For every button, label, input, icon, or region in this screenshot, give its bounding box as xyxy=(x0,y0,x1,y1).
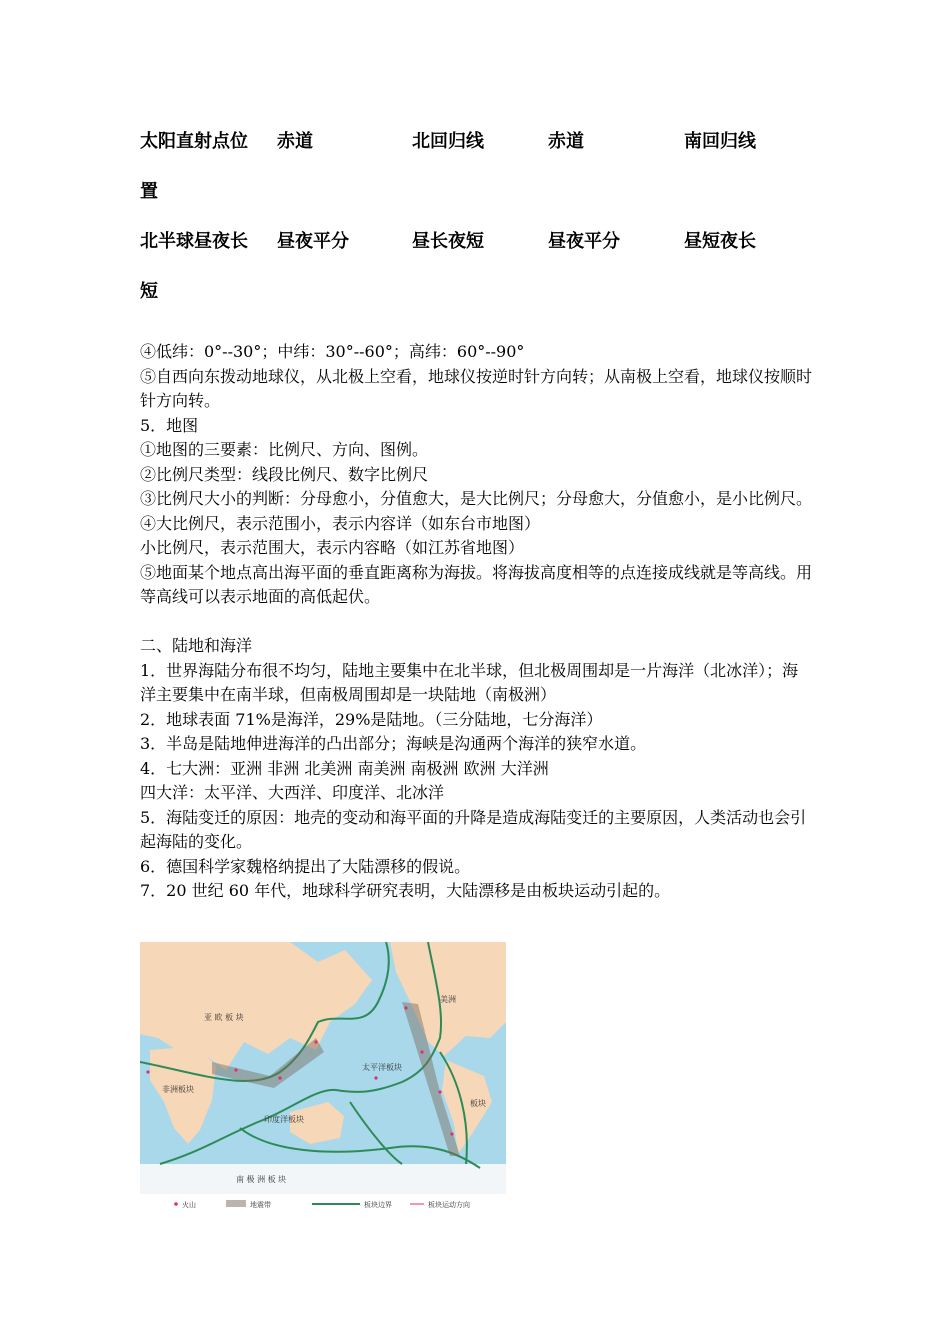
paragraph: ③比例尺大小的判断：分母愈小，分值愈大，是大比例尺；分母愈大，分值愈小，是小比例尺。 xyxy=(140,489,813,508)
paragraph: 4．七大洲：亚洲 非洲 北美洲 南美洲 南极洲 欧洲 大洋洲 xyxy=(140,758,549,778)
section-heading: 二、陆地和海洋 xyxy=(140,636,253,655)
cell-equal-2: 昼夜平分 xyxy=(548,231,620,252)
label-pacific: 太平洋板块 xyxy=(362,1063,402,1072)
quake-legend-icon xyxy=(226,1200,246,1207)
cell-long-day: 昼长夜短 xyxy=(412,231,484,252)
volcano-legend-icon xyxy=(174,1202,178,1206)
row-label-direct-point-cont: 置 xyxy=(140,181,158,202)
plate-tectonics-map xyxy=(140,942,506,1212)
legend-motion: 板块运动方向 xyxy=(428,1201,470,1209)
paragraph: 2．地球表面 71%是海洋，29%是陆地。（三分陆地，七分海洋） xyxy=(140,709,603,729)
cell-equator-2: 赤道 xyxy=(548,131,584,152)
cell-short-day: 昼短夜长 xyxy=(684,231,756,252)
label-eurasia: 亚 欧 板 块 xyxy=(204,1013,244,1022)
label-america: 美洲 xyxy=(440,995,456,1004)
row-label-day-night-cont: 短 xyxy=(140,281,158,302)
paragraph: 1．世界海陆分布很不均匀，陆地主要集中在北半球，但北极周围却是一片海洋（北冰洋）；海洋主要集中在南半球，但南极周围却是一块陆地（南极洲） xyxy=(140,660,799,704)
notes-body xyxy=(140,340,812,904)
paragraph: ⑤自西向东拨动地球仪，从北极上空看，地球仪按逆时针方向转；从南极上空看，地球仪按顺时针方向转。 xyxy=(140,366,813,410)
cell-tropic-cancer: 北回归线 xyxy=(412,131,484,152)
paragraph: 四大洋：太平洋、大西洋、印度洋、北冰洋 xyxy=(140,783,445,802)
label-africa: 非洲板块 xyxy=(162,1085,194,1094)
paragraph: 7．20 世纪 60 年代，地球科学研究表明，大陆漂移是由板块运动引起的。 xyxy=(140,881,671,900)
antarctica-landmass xyxy=(140,1164,506,1194)
label-america-2: 板块 xyxy=(470,1099,486,1108)
row-label-direct-point: 太阳直射点位 xyxy=(140,131,248,152)
section-heading: 5．地图 xyxy=(140,415,199,435)
paragraph: ④大比例尺，表示范围小，表示内容详（如东台市地图） xyxy=(140,513,541,533)
label-antarctic: 南 极 洲 板 块 xyxy=(236,1175,287,1184)
paragraph: ①地图的三要素：比例尺、方向、图例。 xyxy=(140,440,429,459)
cell-equal-1: 昼夜平分 xyxy=(277,231,349,252)
row-label-day-night: 北半球昼夜长 xyxy=(140,231,248,252)
paragraph: 小比例尺，表示范围大，表示内容略（如江苏省地图） xyxy=(140,538,525,557)
legend-quake: 地震带 xyxy=(250,1201,271,1209)
cell-tropic-capricorn: 南回归线 xyxy=(684,131,756,152)
paragraph: 5．海陆变迁的原因：地壳的变动和海平面的升降是造成海陆变迁的主要原因，人类活动也会引起海陆的变化。 xyxy=(140,807,807,851)
label-indian: 印度洋板块 xyxy=(264,1115,304,1124)
legend-boundary: 板块边界 xyxy=(364,1201,392,1209)
paragraph: 6．德国科学家魏格纳提出了大陆漂移的假说。 xyxy=(140,856,471,876)
cell-equator-1: 赤道 xyxy=(277,131,313,152)
paragraph: ④低纬：0°--30°；中纬：30°--60°；高纬：60°--90° xyxy=(140,342,525,361)
legend-volcano: 火山 xyxy=(182,1201,196,1209)
paragraph: ②比例尺类型：线段比例尺、数字比例尺 xyxy=(140,464,429,484)
paragraph: ⑤地面某个地点高出海平面的垂直距离称为海拔。将海拔高度相等的点连接成线就是等高线。用等高线可以表示地面的高低起伏。 xyxy=(140,562,813,606)
paragraph: 3．半岛是陆地伸进海洋的凸出部分；海峡是沟通两个海洋的狭窄水道。 xyxy=(140,734,647,753)
